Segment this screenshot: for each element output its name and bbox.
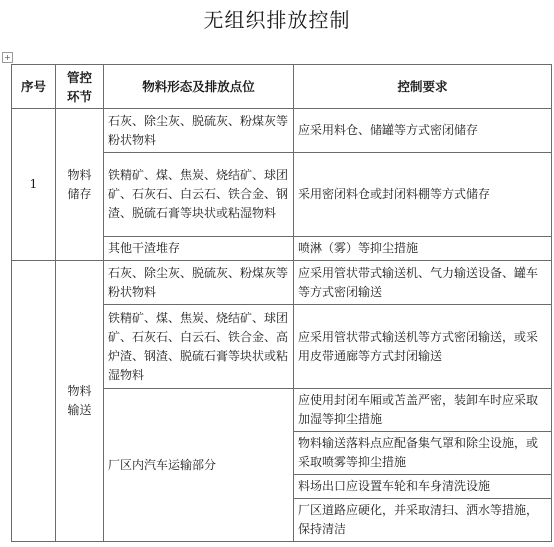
table-move-handle-icon[interactable]: +: [2, 52, 13, 63]
requirement-cell: 应采用料仓、储罐等方式密闭储存: [294, 109, 552, 153]
serial-cell: [12, 261, 56, 542]
material-cell-vehicle-transport: 厂区内汽车运输部分: [104, 389, 294, 542]
requirement-cell: 采用密闭料仓或封闭料棚等方式储存: [294, 153, 552, 237]
table-row: [12, 261, 552, 305]
table-row: [12, 109, 552, 153]
table-header-row: [12, 65, 552, 109]
requirement-cell: 物料输送落料点应配备集气罩和除尘设施，或采取喷雾等抑尘措施: [294, 432, 552, 475]
serial-cell: 1: [12, 109, 56, 261]
requirement-cell: 应使用封闭车厢或苫盖严密，装卸车时应采取加湿等抑尘措施: [294, 389, 552, 432]
stage-cell-storage: [56, 109, 104, 261]
header-serial: 序号: [12, 65, 56, 109]
header-requirement: 控制要求: [294, 65, 552, 109]
requirement-cell: 料场出口应设置车轮和车身清洗设施: [294, 475, 552, 499]
stage-line1: 物料: [67, 384, 92, 398]
header-control-line1: 管控: [66, 69, 92, 85]
header-material: 物料形态及排放点位: [104, 65, 294, 109]
material-cell: 石灰、除尘灰、脱硫灰、粉煤灰等粉状物料: [104, 109, 294, 153]
requirement-cell: 应采用管状带式输送机等方式密闭输送，或采用皮带通廊等方式封闭输送: [294, 305, 552, 389]
material-cell: 其他干渣堆存: [104, 237, 294, 261]
material-cell: 铁精矿、煤、焦炭、烧结矿、球团矿、石灰石、白云石、铁合金、钢渣、脱硫石膏等块状或粘湿物料: [104, 153, 294, 237]
requirement-cell: 喷淋（雾）等抑尘措施: [294, 237, 552, 261]
page-title: 无组织排放控制: [203, 8, 351, 32]
material-cell: 铁精矿、煤、焦炭、烧结矿、球团矿、石灰石、白云石、铁合金、高炉渣、钢渣、脱硫石膏等块状或粘湿物料: [104, 305, 294, 389]
stage-line2: 储存: [67, 186, 92, 201]
header-control-line2: 环节: [66, 88, 92, 104]
stage-line1: 物料: [67, 167, 92, 182]
material-cell: 石灰、除尘灰、脱硫灰、粉煤灰等粉状物料: [104, 261, 294, 305]
header-control-stage: [56, 65, 104, 109]
stage-line2: 输送: [67, 403, 92, 417]
requirement-cell: 应采用管状带式输送机、气力输送设备、罐车等方式密闭输送: [294, 261, 552, 305]
stage-cell-transport: [56, 261, 104, 542]
requirement-cell: 厂区道路应硬化，并采取清扫、洒水等措施，保持清洁: [294, 499, 552, 542]
emission-control-table: [11, 64, 552, 542]
